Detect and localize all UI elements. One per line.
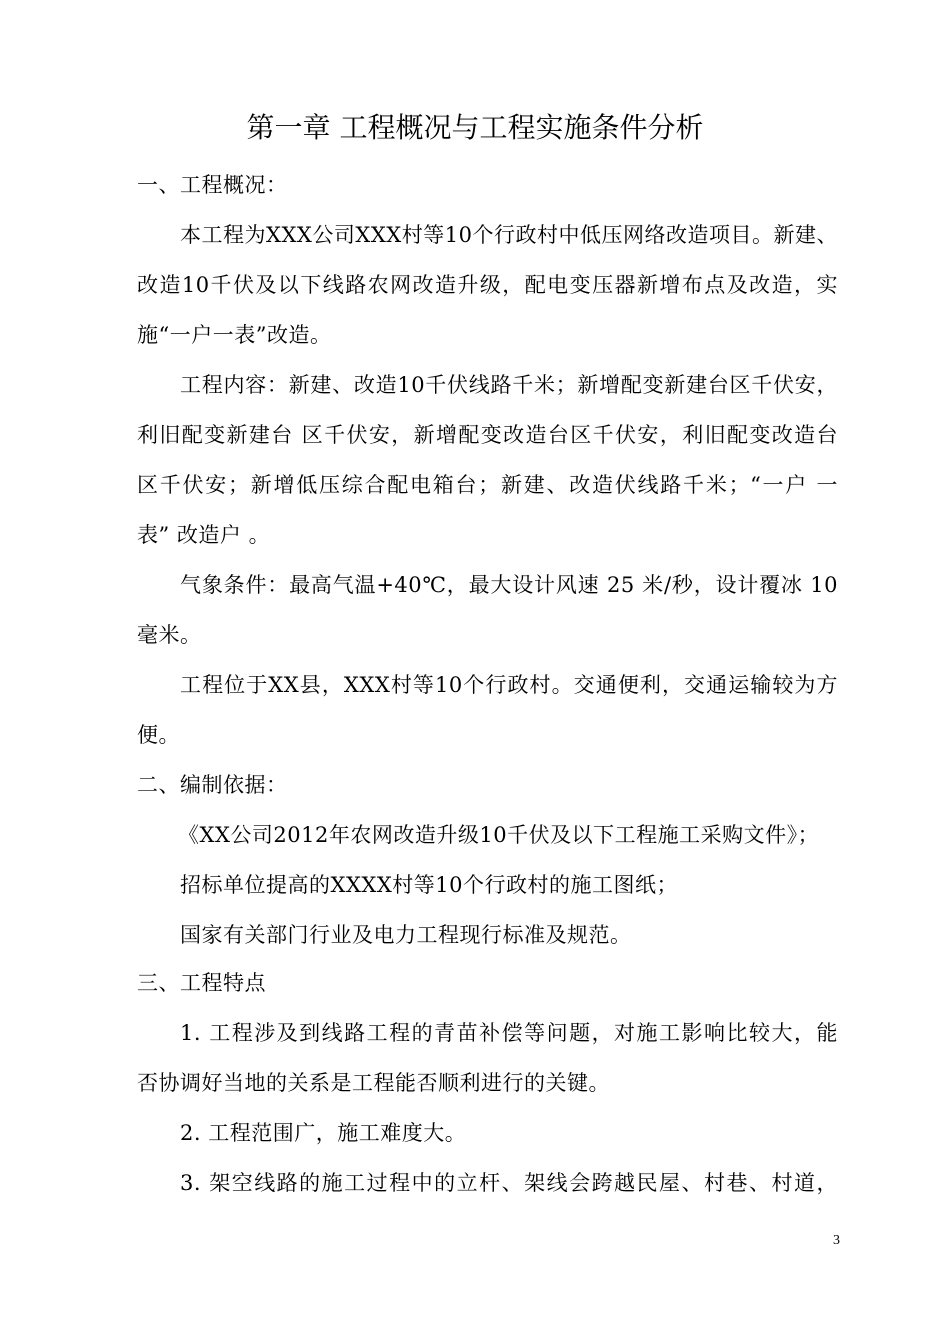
paragraph-line: 毫米。 [137,623,202,647]
basis-item: 《XX公司2012年农网改造升级10千伏及以下工程施工采购文件》； [178,823,820,847]
feature-item: 1. 工程涉及到线路工程的青苗补偿等问题，对施工影响比较大，能 [180,1021,838,1045]
basis-item: 招标单位提高的XXXX村等10个行政村的施工图纸； [180,873,679,897]
paragraph-line: 表” 改造户 。 [137,523,271,547]
paragraph-line: 区千伏安；新增低压综合配电箱台；新建、改造伏线路千米；“一户 一 [137,473,838,497]
section-heading-basis: 二、编制依据： [137,773,288,797]
section-heading-overview: 一、工程概况： [137,173,288,197]
paragraph-line: 本工程为XXX公司XXX村等10个行政村中低压网络改造项目。新建、 [180,223,838,247]
paragraph-line: 改造10千伏及以下线路农网改造升级，配电变压器新增布点及改造，实 [137,273,838,297]
section-heading-features: 三、工程特点 [137,971,266,995]
basis-item: 国家有关部门行业及电力工程现行标准及规范。 [180,923,632,947]
feature-item: 3. 架空线路的施工过程中的立杆、架线会跨越民屋、村巷、村道， [180,1171,838,1195]
paragraph-line: 利旧配变新建台 区千伏安，新增配变改造台区千伏安，利旧配变改造台 [137,423,838,447]
paragraph-line: 气象条件：最高气温+40℃，最大设计风速 25 米/秒，设计覆冰 10 [180,573,838,597]
paragraph-line: 工程位于XX县，XXX村等10个行政村。交通便利，交通运输较为方 [180,673,838,697]
feature-item: 否协调好当地的关系是工程能否顺利进行的关键。 [137,1071,610,1095]
paragraph-line: 施“一户一表”改造。 [137,323,332,347]
feature-item: 2. 工程范围广，施工难度大。 [180,1121,467,1145]
paragraph-line: 工程内容：新建、改造10千伏线路千米；新增配变新建台区千伏安， [180,373,838,397]
page-number: 3 [833,1233,840,1248]
chapter-title: 第一章 工程概况与工程实施条件分析 [246,111,704,144]
paragraph-line: 便。 [137,723,180,747]
